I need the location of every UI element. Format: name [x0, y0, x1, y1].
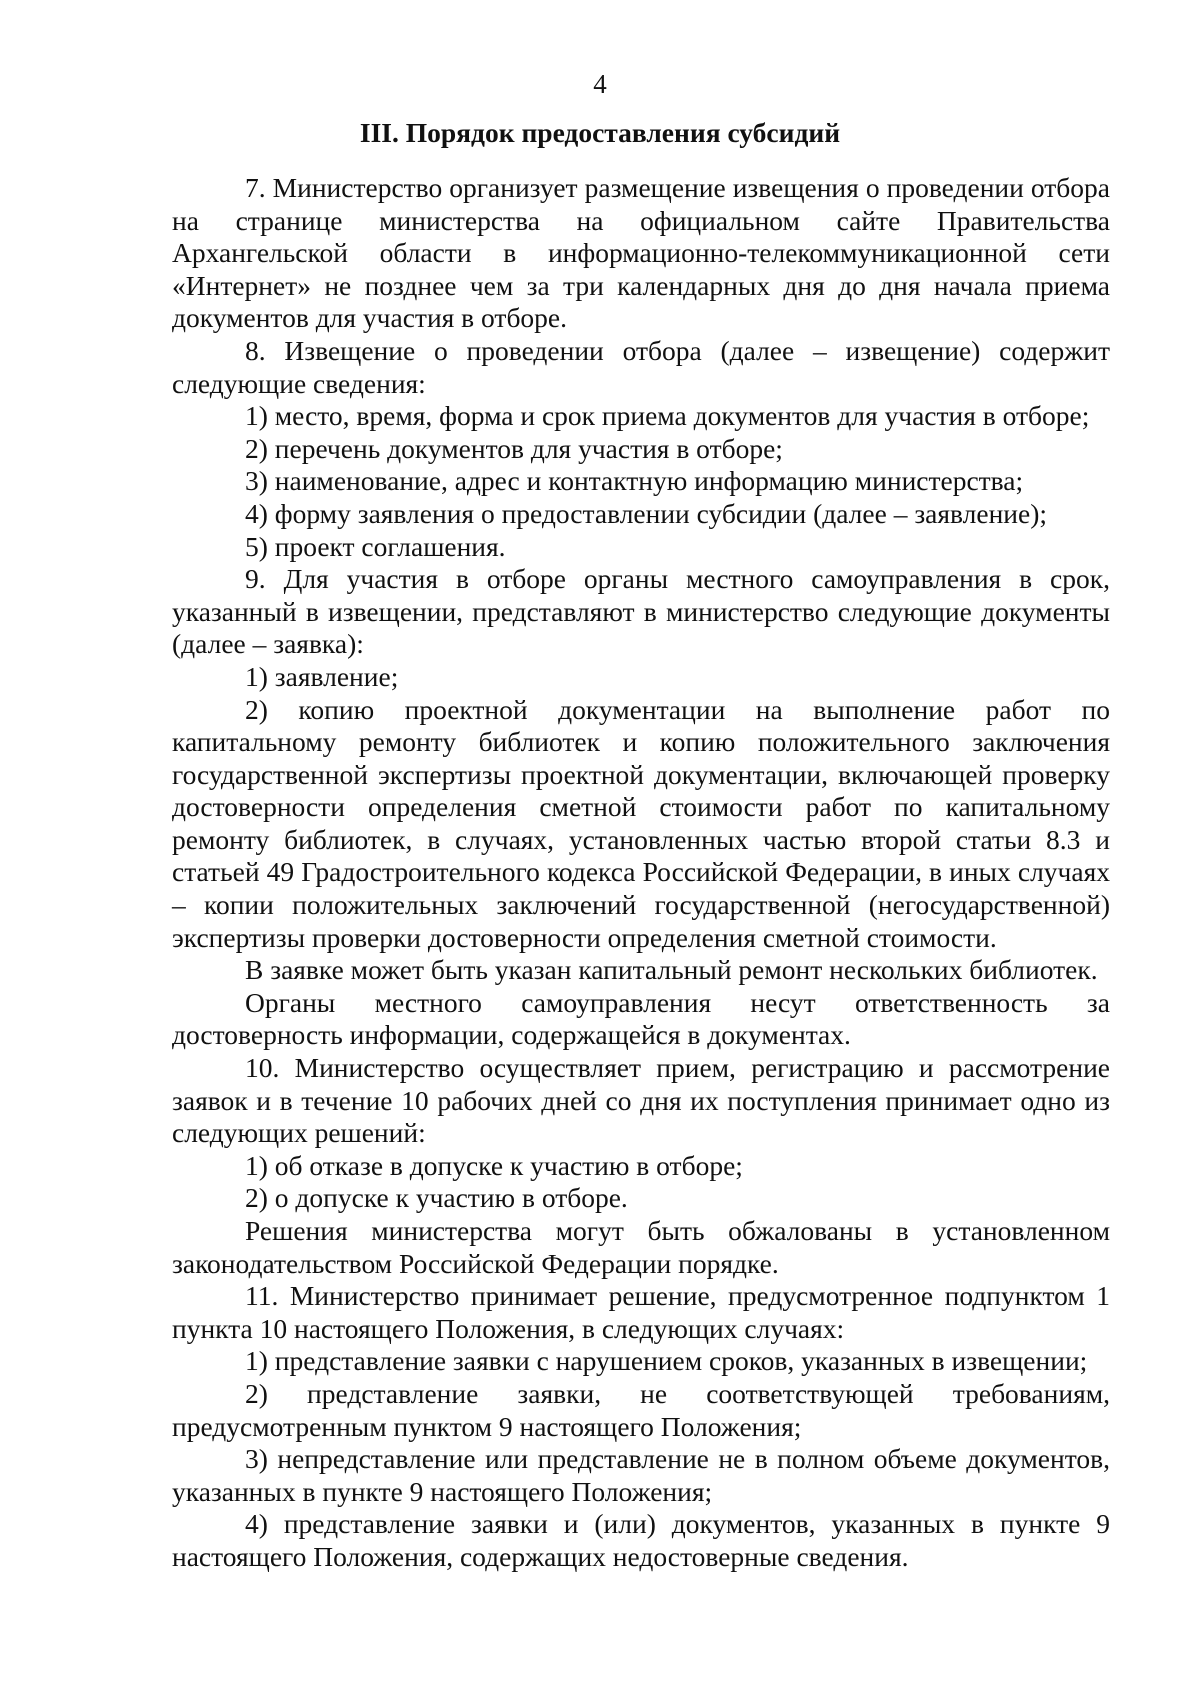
- list-item: 1) заявление;: [245, 660, 399, 692]
- paragraph: В заявке может быть указан капитальный ремонт нескольких библиотек.: [245, 954, 1098, 986]
- body-text: [172, 172, 1110, 1574]
- paragraph-10: 10. Министерство осуществляет прием, регистрацию и рассмотрение заявок и в течение 10 рабочих дней со дня их поступления принимает одно из следующих решений:: [172, 1052, 1110, 1149]
- paragraph: Решения министерства могут быть обжалованы в установленном законодательством Российской Федерации порядке.: [172, 1215, 1110, 1279]
- list-item: 5) проект соглашения.: [245, 530, 506, 562]
- paragraph-11: 11. Министерство принимает решение, предусмотренное подпунктом 1 пункта 10 настоящего Положения, в следующих случаях:: [172, 1280, 1110, 1344]
- page-number: 4: [593, 69, 607, 99]
- list-item: 2) копию проектной документации на выполнение работ по капитальному ремонту библиотек и копию положительного заключения государственной экспертизы проектной документации, включающей проверку достоверности определения сметной стоимости работ по капитальному ремонту библиотек, в случаях, установленных частью второй статьи 8.3 и статьей 49 Градостроительного кодекса Российской Федерации, в иных случаях – копии положительных заключений государственной (негосударственной) экспертизы проверки достоверности определения сметной стоимости.: [172, 693, 1110, 953]
- section-heading: III. Порядок предоставления субсидий: [359, 117, 841, 148]
- list-item: 1) представление заявки с нарушением сроков, указанных в извещении;: [245, 1345, 1088, 1377]
- list-item: 3) наименование, адрес и контактную информацию министерства;: [245, 465, 1024, 497]
- list-item: 1) место, время, форма и срок приема документов для участия в отборе;: [245, 400, 1090, 432]
- paragraph: Органы местного самоуправления несут ответственность за достоверность информации, содержащейся в документах.: [172, 986, 1110, 1051]
- list-item: 1) об отказе в допуске к участию в отборе;: [245, 1149, 743, 1181]
- list-item: 2) перечень документов для участия в отборе;: [245, 432, 783, 464]
- list-item: 2) представление заявки, не соответствующей требованиям, предусмотренным пунктом 9 настоящего Положения;: [172, 1377, 1110, 1442]
- list-item: 2) о допуске к участию в отборе.: [245, 1182, 628, 1214]
- list-item: 3) непредставление или представление не в полном объеме документов, указанных в пункте 9 настоящего Положения;: [172, 1443, 1110, 1507]
- list-item: 4) представление заявки и (или) документов, указанных в пункте 9 настоящего Положения, содержащих недостоверные сведения.: [172, 1508, 1110, 1572]
- paragraph-7: 7. Министерство организует размещение извещения о проведении отбора на странице министерства на официальном сайте Правительства Архангельской области в информационно-телекоммуникационной сети «Интернет» не позднее чем за три календарных дня до дня начала приема документов для участия в отборе.: [172, 172, 1110, 334]
- paragraph-9: 9. Для участия в отборе органы местного самоуправления в срок, указанный в извещении, представляют в министерство следующие документы (далее – заявка):: [172, 563, 1110, 660]
- list-item: 4) форму заявления о предоставлении субсидии (далее – заявление);: [245, 497, 1048, 529]
- paragraph-8: 8. Извещение о проведении отбора (далее – извещение) содержит следующие сведения:: [172, 334, 1110, 399]
